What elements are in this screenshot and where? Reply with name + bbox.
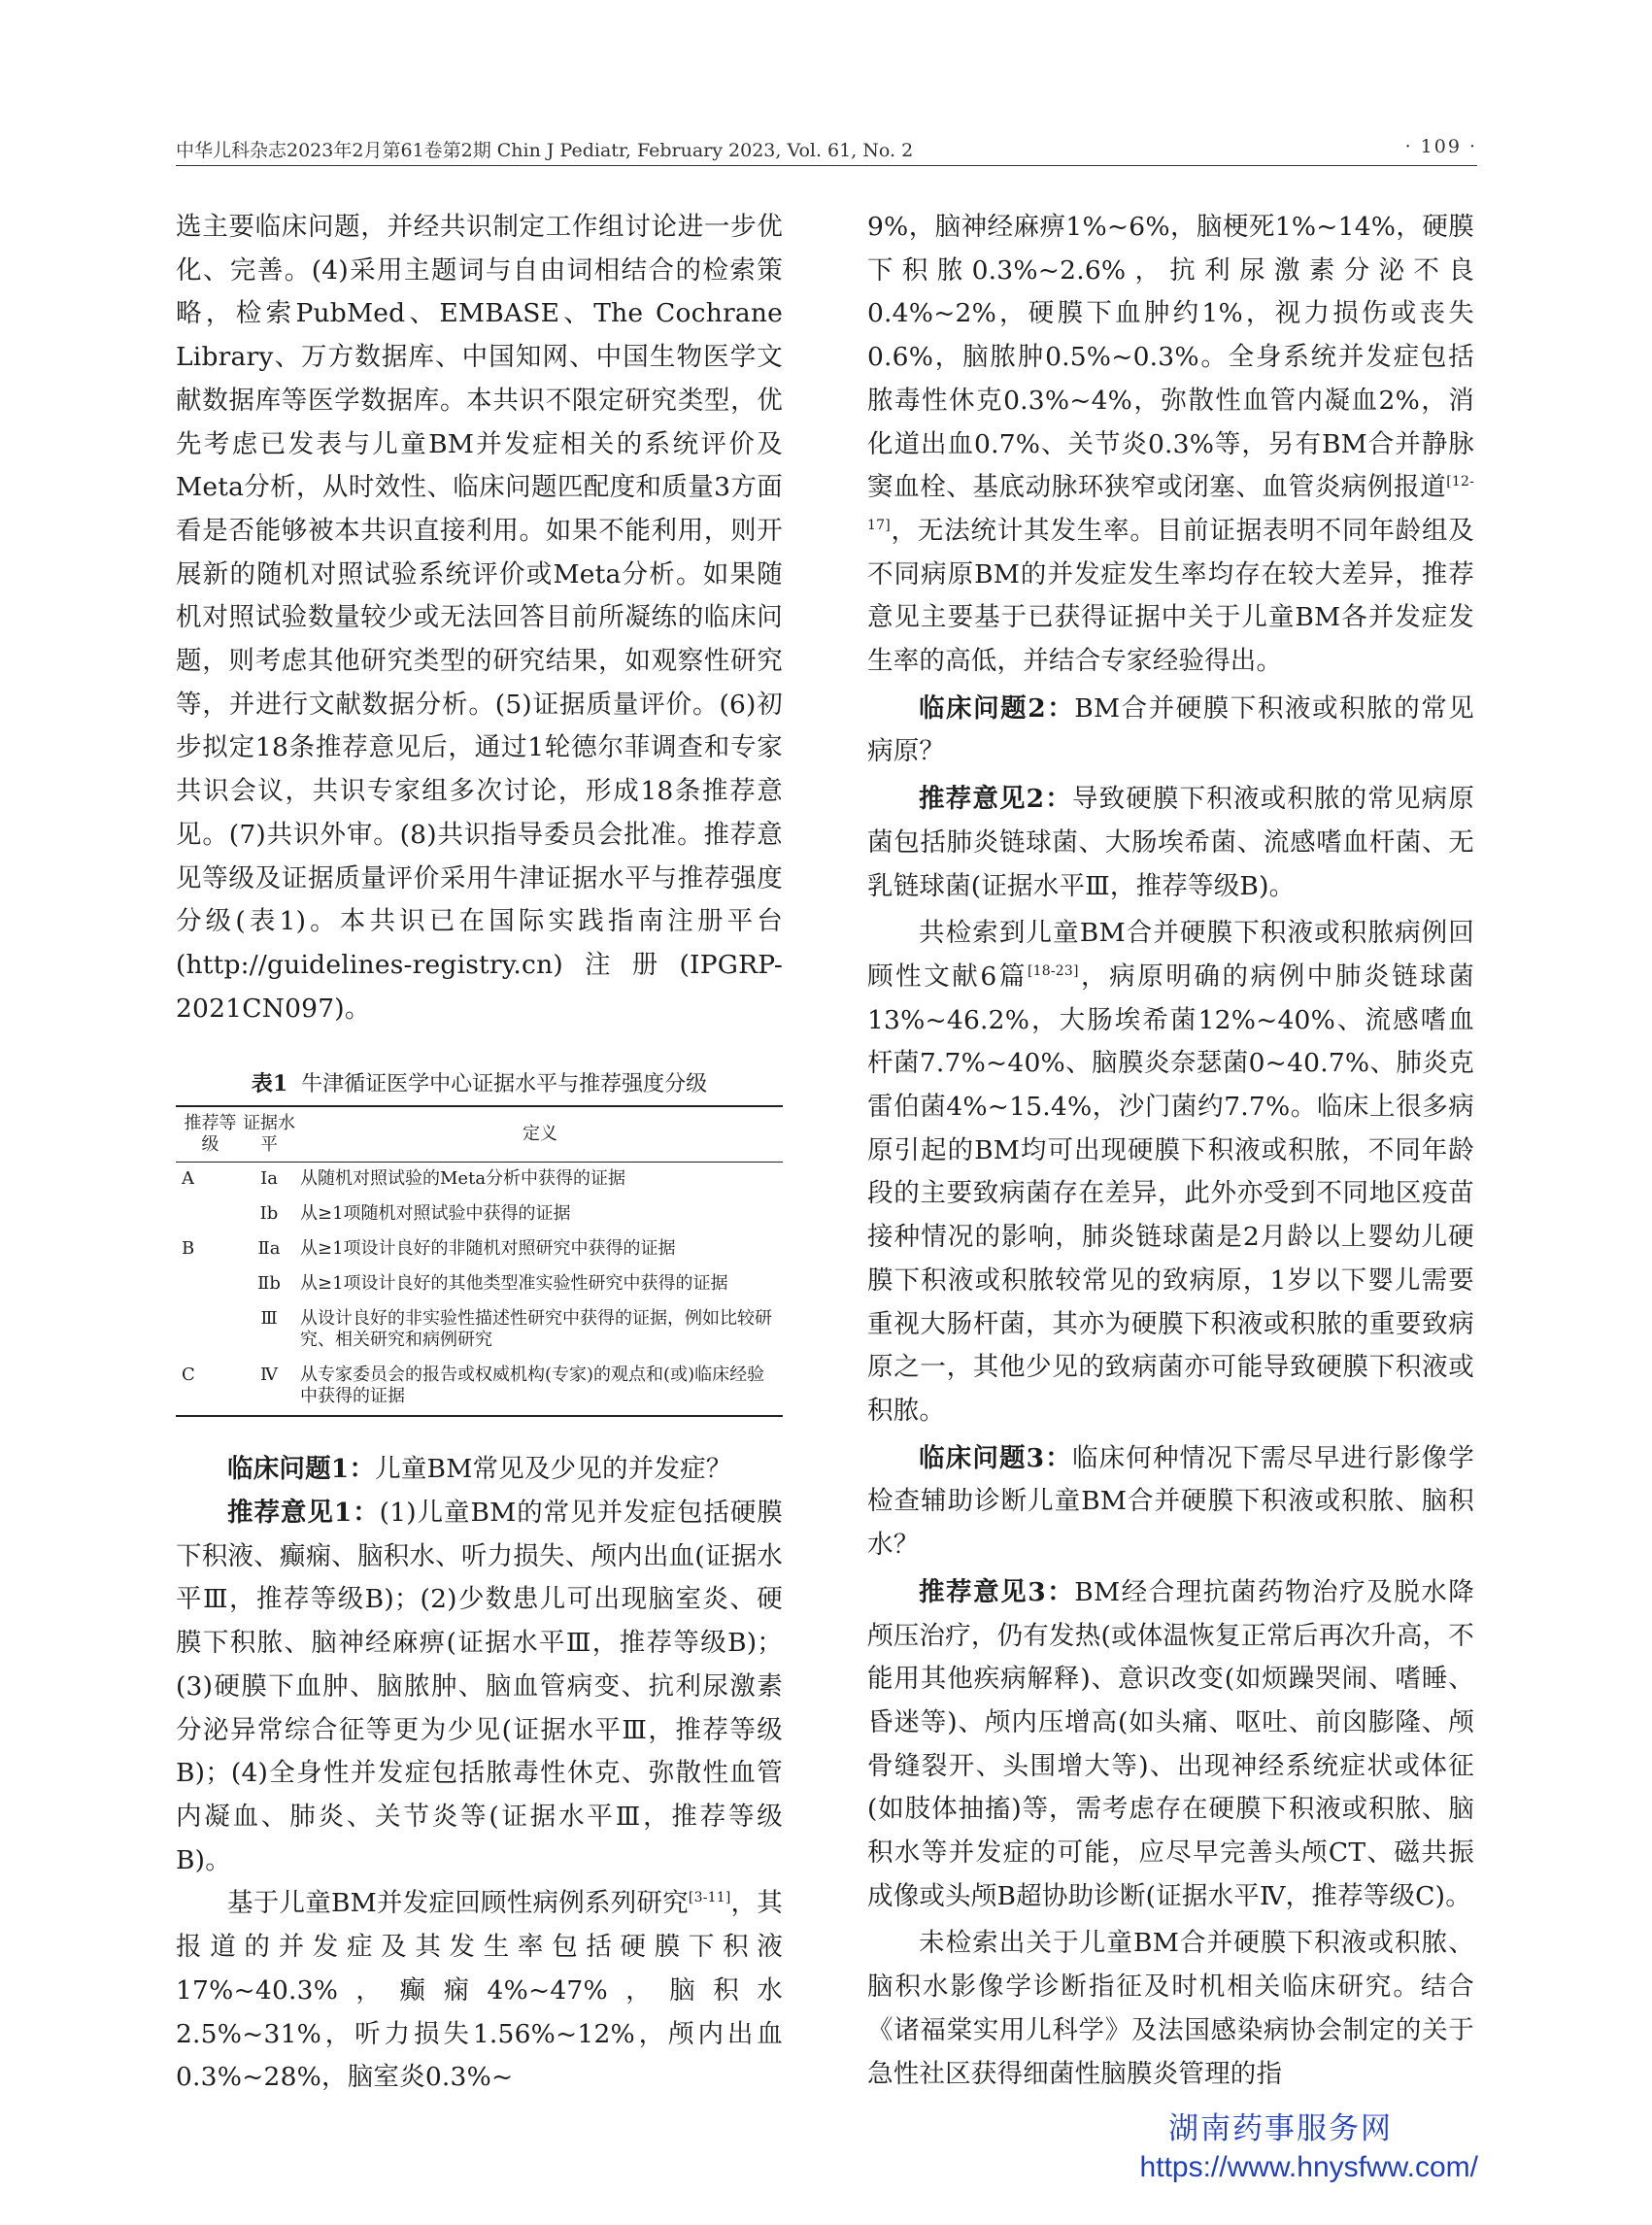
table-title: 牛津循证医学中心证据水平与推荐强度分级 <box>301 1072 708 1097</box>
header-rule <box>176 165 1477 166</box>
cell-grade <box>176 1267 241 1302</box>
paragraph-text: 9%，脑神经麻痹1%~6%，脑梗死1%~14%，硬膜下积脓0.3%~2.6%，抗利尿激素分泌不良0.4%~2%，硬膜下血肿约1%，视力损伤或丧失0.6%，脑脓肿0.5%~0.3%。全身系统并发症包括脓毒性休克0.3%~4%，弥散性血管内凝血2%，消化道出血0.7%、关节炎0.3%等，另有BM合并静脉窦血栓、基底动脉环狭窄或闭塞、血管炎病例报道 <box>867 212 1474 503</box>
cell-level: Ⅱb <box>257 1273 281 1295</box>
question-label: 临床问题1： <box>227 1454 376 1485</box>
table-header-row <box>176 1106 783 1163</box>
citation-ref: [18-23] <box>1027 963 1079 980</box>
question-text: 儿童BM常见及少见的并发症？ <box>375 1454 732 1485</box>
header-grade: 推荐等级 <box>176 1106 241 1163</box>
table-row <box>176 1232 783 1267</box>
header-definition: 定义 <box>297 1106 783 1163</box>
page-number: · 109 · <box>1404 136 1477 157</box>
table-caption <box>176 1067 783 1097</box>
watermark-url[interactable]: https://www.hnysfww.com/ <box>1139 2151 1478 2183</box>
cell-grade: C <box>176 1359 241 1416</box>
citation-ref: [12-17] <box>867 474 1474 534</box>
citation-ref: [3-11] <box>688 1890 731 1906</box>
question-label: 临床问题2： <box>919 692 1075 724</box>
incidence-paragraph <box>867 206 1474 684</box>
recommendation-text: BM经合理抗菌药物治疗及脱水降颅压治疗，仍有发热(或体温恢复正常后再次升高，不能用其他疾病解释)、意识改变(如烦躁哭闹、嗜睡、昏迷等)、颅内压增高(如头痛、呕吐、前囟膨隆、颅骨缝裂开、头围增大等)、出现神经系统症状或体征(如肢体抽搐)等，需考虑存在硬膜下积液或积脓、脑积水等并发症的可能，应尽早完善头颅CT、磁共振成像或头颅B超协助诊断(证据水平Ⅳ，推荐等级C)。 <box>867 1576 1475 1911</box>
cell-definition: 从≥1项随机对照试验中获得的证据 <box>300 1203 571 1225</box>
paragraph-text: 基于儿童BM并发症回顾性病例系列研究 <box>227 1888 689 1919</box>
question-label: 临床问题3： <box>919 1442 1072 1473</box>
cell-level: Ⅳ <box>241 1359 297 1416</box>
cell-level: Ⅱa <box>257 1238 281 1260</box>
cell-grade <box>176 1302 241 1359</box>
paragraph-text: ，其报道的并发症及其发生率包括硬膜下积液17%~40.3%，癫痫4%~47%，脑积水2.5%~31%，听力损失1.56%~12%，颅内出血0.3%~28%，脑室炎0.3%~ <box>176 1888 783 2093</box>
cell-level: Ⅰb <box>259 1203 279 1225</box>
paragraph-text: 共检索到儿童BM合并硬膜下积液或积脓病例回顾性文献6篇 <box>867 918 1474 992</box>
paragraph-text: ，无法统计其发生率。目前证据表明不同年龄组及不同病原BM的并发症发生率均存在较大差异，推荐意见主要基于已获得证据中关于儿童BM各并发症发生率的高低，并结合专家经验得出。 <box>867 515 1474 677</box>
clinical-question-3 <box>867 1437 1474 1568</box>
recommendation-label: 推荐意见3： <box>919 1576 1075 1607</box>
recommendation-1 <box>176 1492 783 1882</box>
paragraph-text: ，病原明确的病例中肺炎链球菌13%~46.2%，大肠埃希菌12%~40%、流感嗜血杆菌7.7%~40%、脑膜炎奈瑟菌0~40.7%、肺炎克雷伯菌4%~15.4%，沙门菌约7.7%。临床上很多病原引起的BM均可出现硬膜下积液或积脓，不同年龄段的主要致病菌存在差异，此外亦受到不同地区疫苗接种情况的影响，肺炎链球菌是2月龄以上婴幼儿硬膜下积液或积脓较常见的致病原，1岁以下婴儿需要重视大肠杆菌，其亦为硬膜下积液或积脓的重要致病原之一，其他少见的致病菌亦可能导致硬膜下积液或积脓。 <box>867 961 1474 1426</box>
recommendation-text: 导致硬膜下积液或积脓的常见病原菌包括肺炎链球菌、大肠埃希菌、流感嗜血杆菌、无乳链球菌(证据水平Ⅲ，推荐等级B)。 <box>867 784 1475 901</box>
table-row <box>176 1267 783 1302</box>
table-row <box>176 1302 783 1359</box>
recommendation-2 <box>867 778 1474 908</box>
cell-grade <box>176 1197 241 1232</box>
table-row <box>176 1359 783 1416</box>
cell-definition: 从专家委员会的报告或权威机构(专家)的观点和(或)临床经验中获得的证据 <box>297 1359 783 1416</box>
pathogen-paragraph <box>867 912 1474 1433</box>
clinical-question-1 <box>176 1448 783 1492</box>
cell-definition: 从随机对照试验的Meta分析中获得的证据 <box>300 1168 626 1190</box>
recommendation-label: 推荐意见1： <box>227 1498 380 1529</box>
header-level: 证据水平 <box>241 1106 297 1163</box>
recommendation-label: 推荐意见2： <box>919 784 1072 815</box>
cell-level: Ⅲ <box>260 1308 278 1330</box>
clinical-question-2 <box>867 688 1474 774</box>
question-text: 临床何种情况下需尽早进行影像学检查辅助诊断儿童BM合并硬膜下积液或积脓、脑积水？ <box>867 1442 1475 1561</box>
table-row <box>176 1197 783 1232</box>
methods-paragraph: 选主要临床问题，并经共识制定工作组讨论进一步优化、完善。(4)采用主题词与自由词相结合的检索策略，检索PubMed、EMBASE、The Cochrane Library、万方数据库、中国知网、中国生物医学文献数据库等医学数据库。本共识不限定研究类型，优先考虑已发表与儿童BM并发症相关的系统评价及Meta分析，从时效性、临床问题匹配度和质量3方面看是否能够被本共识直接利用。如果不能利用，则开展新的随机对照试验系统评价或Meta分析。如果随机对照试验数量较少或无法回答目前所凝练的临床问题，则考虑其他研究类型的研究结果，如观察性研究等，并进行文献数据分析。(5)证据质量评价。(6)初步拟定18条推荐意见后，通过1轮德尔菲调查和专家共识会议，共识专家组多次讨论，形成18条推荐意见。(7)共识外审。(8)共识指导委员会批准。推荐意见等级及证据质量评价采用牛津证据水平与推荐强度分级(表1)。本共识已在国际实践指南注册平台(http://guidelines-registry.cn)注册(IPGRP-2021CN097)。 <box>176 212 783 1024</box>
table-number: 表1 <box>251 1071 288 1097</box>
cell-definition: 从≥1项设计良好的非随机对照研究中获得的证据 <box>300 1238 676 1260</box>
cell-definition: 从设计良好的非实验性描述性研究中获得的证据，例如比较研究、相关研究和病例研究 <box>300 1308 772 1351</box>
recommendation-text: (1)儿童BM的常见并发症包括硬膜下积液、癫痫、脑积水、听力损失、颅内出血(证据水平Ⅲ，推荐等级B)；(2)少数患儿可出现脑室炎、硬膜下积脓、脑神经麻痹(证据水平Ⅲ，推荐等级B)；(3)硬膜下血肿、脑脓肿、脑血管病变、抗利尿激素分泌异常综合征等更为少见(证据水平Ⅲ，推荐等级B)；(4)全身性并发症包括脓毒性休克、弥散性血管内凝血、肺炎、关节炎等(证据水平Ⅲ，推荐等级B)。 <box>176 1498 784 1875</box>
table-row <box>176 1163 783 1198</box>
left-column <box>176 206 783 2100</box>
cell-level: Ⅰa <box>260 1168 278 1190</box>
question-text: BM合并硬膜下积液或积脓的常见病原？ <box>867 692 1475 767</box>
evidence-level-table <box>176 1105 783 1417</box>
journal-citation: 中华儿科杂志2023年2月第61卷第2期 Chin J Pediatr, February 2023, Vol. 61, No. 2 <box>176 140 914 161</box>
complications-paragraph <box>176 1882 783 2100</box>
watermark-title: 湖南药事服务网 <box>1168 2111 1393 2145</box>
cell-grade: B <box>182 1238 195 1260</box>
recommendation-3 <box>867 1571 1474 1919</box>
imaging-paragraph: 未检索出关于儿童BM合并硬膜下积液或积脓、脑积水影像学诊断指征及时机相关临床研究。结合《诸福棠实用儿科学》及法国感染病协会制定的关于急性社区获得细菌性脑膜炎管理的指 <box>867 1928 1474 2089</box>
cell-definition: 从≥1项设计良好的其他类型准实验性研究中获得的证据 <box>300 1273 728 1295</box>
watermark <box>1031 2109 1478 2187</box>
cell-grade: A <box>182 1168 194 1190</box>
right-column <box>867 206 1474 2096</box>
